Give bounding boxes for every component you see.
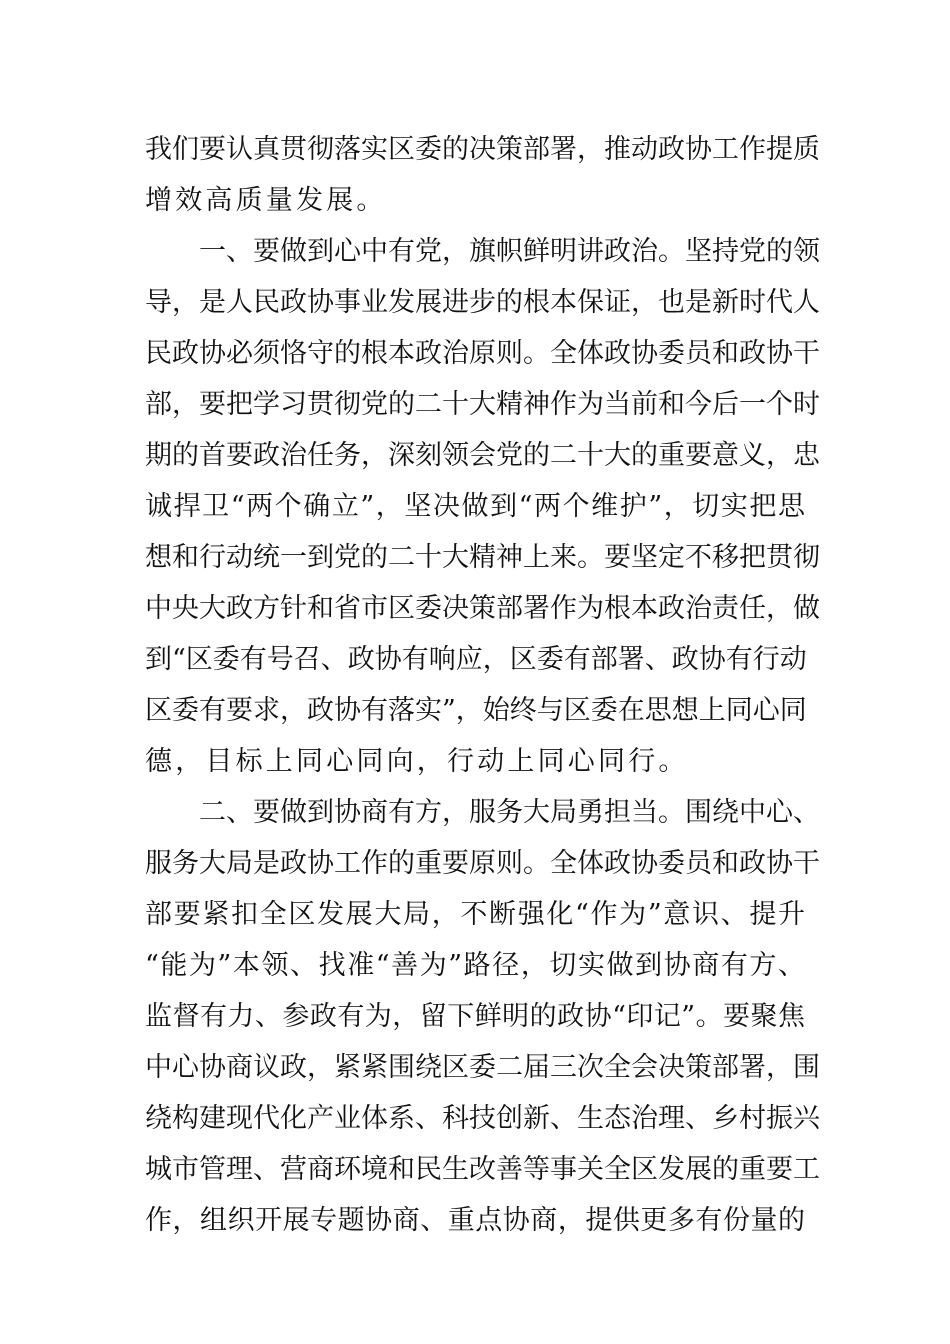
paragraph-2-line-1: 一、要做到心中有党，旗帜鲜明讲政治。坚持党的领 <box>199 236 820 267</box>
paragraph-2-line-4: 部，要把学习贯彻党的二十大精神作为当前和今后一个时 <box>145 389 820 420</box>
paragraph-1-line-1: 我们要认真贯彻落实区委的决策部署，推动政协工作提质 <box>145 134 820 165</box>
paragraph-2-line-10: 区委有要求，政协有落实”，始终与区委在思想上同心同 <box>145 695 807 726</box>
paragraph-2-line-3: 民政协必须恪守的根本政治原则。全体政协委员和政协干 <box>145 338 820 369</box>
paragraph-2-line-7: 想和行动统一到党的二十大精神上来。要坚定不移把贯彻 <box>145 542 820 573</box>
paragraph-2-line-8: 中央大政方针和省市区委决策部署作为根本政治责任，做 <box>145 593 820 624</box>
paragraph-2-line-11: 德，目标上同心同向，行动上同心同行。 <box>145 746 689 777</box>
paragraph-2-line-6: 诚捍卫“两个确立”，坚决做到“两个维护”，切实把思 <box>145 491 805 522</box>
paragraph-1-line-2: 增效高质量发展。 <box>145 185 387 216</box>
paragraph-2-line-5: 期的首要政治任务，深刻领会党的二十大的重要意义，忠 <box>145 440 820 471</box>
paragraph-2-line-2: 导，是人民政协事业发展进步的根本保证，也是新时代人 <box>145 287 820 318</box>
paragraph-3-line-3: 部要紧扣全区发展大局，不断强化“作为”意识、提升 <box>145 899 805 930</box>
paragraph-3-line-1: 二、要做到协商有方，服务大局勇担当。围绕中心、 <box>199 797 820 828</box>
paragraph-3-line-4: “能为”本领、找准“善为”路径，切实做到协商有方、 <box>145 950 805 981</box>
paragraph-3-line-2: 服务大局是政协工作的重要原则。全体政协委员和政协干 <box>145 848 820 879</box>
paragraph-3-line-6: 中心协商议政，紧紧围绕区委二届三次全会决策部署，围 <box>145 1052 820 1083</box>
paragraph-3-line-8: 城市管理、营商环境和民生改善等事关全区发展的重要工 <box>145 1154 820 1185</box>
paragraph-3-line-9: 作，组织开展专题协商、重点协商，提供更多有份量的 <box>145 1205 805 1236</box>
paragraph-3-line-7: 绕构建现代化产业体系、科技创新、生态治理、乡村振兴 <box>145 1103 820 1134</box>
paragraph-3-line-5: 监督有力、参政有为，留下鲜明的政协“印记”。要聚焦 <box>145 1001 805 1032</box>
paragraph-2-line-9: 到“区委有号召、政协有响应，区委有部署、政协有行动 <box>145 644 807 675</box>
